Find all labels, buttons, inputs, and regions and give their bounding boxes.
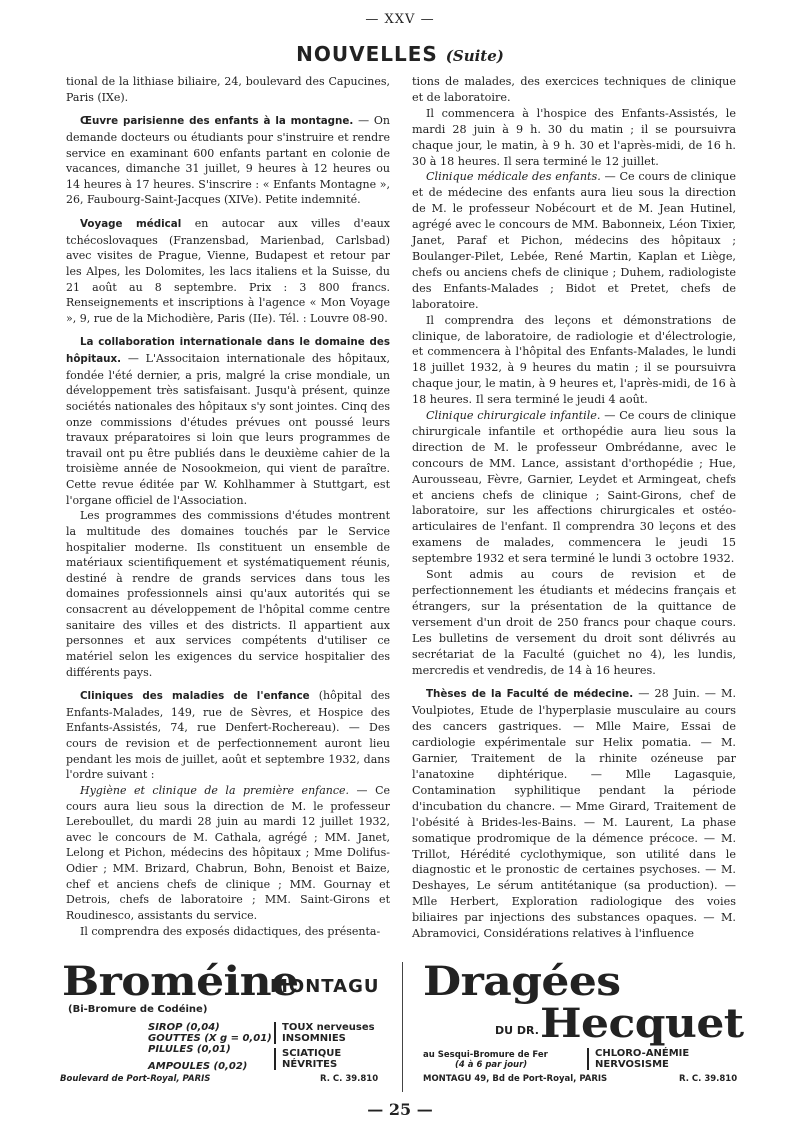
news-item <box>66 216 390 326</box>
page-number: — 25 — <box>367 1100 433 1119</box>
ad-form-sirop: SIROP (0,04) <box>148 1022 220 1033</box>
ad-dragees-address: MONTAGU 49, Bd de Port-Royal, PARIS <box>423 1074 608 1084</box>
body-text: (hôpital des Enfants-Malades, 149, rue de Sèvres, et Hospice des Enfants-Assistés, 74, rue Denfert-Rochereau). — Des cours de revision et de perfectionnement auront lieu pendant les mois de juillet, août et septembre 1932, dans l'ordre suivant : <box>66 689 390 782</box>
news-item-heading: Thèses de la Faculté de médecine. <box>426 688 634 701</box>
ad-ind-nevrites: NÉVRITES <box>282 1059 338 1070</box>
body-text: — 28 Juin. — M. Voulpiotes, Etude de l'hyperplasie musculaire au cours des cancers gastriques. — Mlle Maire, Essai de cardiologie expérimentale sur Helix pomatia. — M. Garnier, Traitement de la rhinite ozéneuse par l'anatoxine diphtérique. — Mlle Lagasquie, Contamination syphilitique pendant la période d'incubation du chancre. — Mme Girard, Traitement de l'obésité à Brides-les-Bains. — M. Laurent, La phase somatique prodromique de la démence précoce. — M. Trillot, Hérédité cyclothymique, son utilité dans le diagnostic et le pronostic de certaines psychoses. — M. Deshayes, Le sérum antitétanique (sa production). — Mlle Herbert, Exploration radiologique des voies biliaires par injections des substances opaques. — M. Abramovici, Considérations relatives à l'influence <box>412 687 736 941</box>
body-text: Il comprendra des leçons et démonstrations de clinique, de laboratoire, de radiologie et d'électrologie, et commencera à l'hôpital des Enfants-Malades, le lundi 18 juillet 1932, à 9 heures du matin ; il se poursuivra chaque jour, le matin, à 9 heures et, l'après-midi, de 16 à 18 heures. Il sera terminé le jeudi 4 août. <box>412 313 736 407</box>
ad-bromeine-ind1 <box>274 1022 375 1044</box>
ad-bromeine-ref: R. C. 39.810 <box>320 1074 379 1084</box>
course-title: Clinique médicale des enfants. <box>426 170 601 184</box>
paragraph <box>412 313 736 408</box>
ad-dragees-ref: R. C. 39.810 <box>679 1074 738 1084</box>
ad-bromeine-brand: Broméine <box>62 958 299 1005</box>
news-item-heading: Œuvre parisienne des enfants à la montagne. <box>80 115 354 128</box>
right-column <box>412 74 736 942</box>
ad-bromeine-forms <box>148 1022 272 1072</box>
news-item-heading: Voyage médical <box>80 218 182 230</box>
ad-ind-toux: TOUX nerveuses <box>282 1022 375 1033</box>
ad-ind-nervosisme: NERVOSISME <box>595 1059 669 1070</box>
advertisement-band <box>60 958 750 1092</box>
page-folio-roman: — XXV — <box>365 12 435 27</box>
paragraph <box>66 783 390 924</box>
course-title: Hygiène et clinique de la première enfance. <box>80 783 350 797</box>
paragraph <box>412 74 736 106</box>
body-text: — Ce cours aura lieu sous la direction de M. le professeur Lereboullet, du mardi 28 juin au mardi 12 juillet 1932, avec le concours de M. Cathala, agrégé ; MM. Janet, Lelong et Pichon, médecins des hôpitaux ; Mme Dolifus-Odier ; MM. Brizard, Chabrun, Bohn, Benoist et Baize, chef et anciens chefs de clinique ; MM. Gournay et Detrois, chefs de laboratoire ; MM. Saint-Girons et Roudinesco, assistants du service. <box>66 783 390 922</box>
news-item <box>66 113 390 208</box>
paragraph <box>412 567 736 678</box>
paragraph <box>412 169 736 312</box>
ad-dragees-hecquet <box>415 958 750 1092</box>
ad-dragees-brand: Dragées <box>423 958 621 1005</box>
section-title-suite: (Suite) <box>445 47 504 65</box>
ad-divider <box>402 962 403 1092</box>
ad-form-pilules: PILULES (0,01) <box>148 1044 231 1055</box>
body-text: tions de malades, des exercices techniques de clinique et de laboratoire. <box>412 75 736 104</box>
body-text: — Ce cours de clinique chirurgicale infantile et orthopédie aura lieu sous la direction de M. le professeur Ombrédanne, avec le concours de MM. Lance, assistant d'orthopédie ; Hue, Aurousseau, Fèvre, Garnier, Leydet et Armingeat, chefs et anciens chefs de clinique ; Saint-Girons, chef de laboratoire, sur les affections chirurgicales et ostéo-articulaires de l'enfant. Il comprendra 30 leçons et des examens de malades, commencera le jeudi 15 septembre 1932 et sera terminé le lundi 3 octobre 1932. <box>412 409 736 566</box>
ad-ind-sciatique: SCIATIQUE <box>282 1048 342 1059</box>
paragraph <box>66 924 390 940</box>
ad-dragees-brand2: Hecquet <box>540 1000 744 1047</box>
left-column <box>66 74 390 939</box>
news-item <box>66 334 390 508</box>
body-text: en autocar aux villes d'eaux tchécoslovaques (Franzensbad, Marienbad, Carlsbad) avec visites de Prague, Vienne, Budapest et retour par les Alpes, les Dolomites, les lacs italiens et la Suisse, du 21 août au 8 septembre. Prix : 3 800 francs. Renseignements et inscriptions à l'agence « Mon Voyage », 9, rue de la Michodière, Paris (IIe). Tél. : Louvre 08-90. <box>66 217 390 325</box>
ad-form-ampoules: AMPOULES (0,02) <box>148 1061 248 1072</box>
ad-bromeine <box>60 958 390 1092</box>
news-item-heading: Cliniques des maladies de l'enfance <box>80 690 310 703</box>
ad-bromeine-subtitle: (Bi-Bromure de Codéine) <box>68 1004 208 1015</box>
ad-dragees-du: DU DR. <box>495 1024 539 1037</box>
body-text: — L'Associtaion internationale des hôpitaux, fondée l'été dernier, a pris, malgré la crise mondiale, un développement très satisfaisant. Jusqu'à présent, quinze sociétés nationales des hôpitaux s'y sont jointes. Cinq des onze commissions d'études prévues ont poussé leurs travaux préparatoires si loin que leurs programmes de travail ont pu être publiés dans le deuxième cahier de la troisième année de Nosookmeion, qui vient de paraître. Cette revue éditée par W. Kohlhammer à Stuttgart, est l'organe officiel de l'Association. <box>66 352 390 507</box>
news-item <box>412 686 736 942</box>
ad-bromeine-ind2 <box>274 1048 341 1070</box>
body-text: Les programmes des commissions d'études montrent la multitude des domaines touchés par le Service hospitalier moderne. Ils constituent un ensemble de matériaux scientifiquement et systématiquement réunis, destiné à rendre de grands services dans tous les domaines professionnels ainsi qu'aux autorités qui se consacrent au développement de l'hôpital comme centre sanitaire des villes et des districts. Il appartient aux personnes et aux services compétents d'utiliser ce matériel selon les exigences du service hospitalier des différents pays. <box>66 509 390 679</box>
ad-dragees-dose: (4 à 6 par jour) <box>455 1060 528 1070</box>
body-text: Il commencera à l'hospice des Enfants-Assistés, le mardi 28 juin à 9 h. 30 du matin ; il se poursuivra chaque jour, le matin, à 9 h. 30 et l'après-midi, de 16 h. 30 à 18 heures. Il sera terminé le 12 juillet. <box>412 106 736 168</box>
news-item <box>66 688 390 783</box>
body-text: Sont admis au cours de revision et de perfectionnement les étudiants et médecins français et étrangers, sur la présentation de la quittance de versement d'un droit de 250 francs pour chaque cours. Les bulletins de versement du droit sont délivrés au secrétariat de la Faculté (guichet no 4), les lundis, mercredis et vendredis, de 14 à 16 heures. <box>412 568 736 677</box>
paragraph <box>412 408 736 567</box>
ad-dragees-line1: au Sesqui-Bromure de Fer <box>423 1050 548 1060</box>
paragraph <box>66 74 390 105</box>
ad-dragees-ind <box>587 1048 689 1070</box>
body-text: — On demande docteurs ou étudiants pour s'instruire et rendre service en examinant 600 enfants partant en colonie de vacances, dimanche 31 juillet, 9 heures à 12 heures ou 14 heures à 17 heures. S'inscrire : « Enfants Montagne », 26, Faubourg-Saint-Jacques (XIVe). Petite indemnité. <box>66 114 390 207</box>
body-text: — Ce cours de clinique et de médecine des enfants aura lieu sous la direction de M. le professeur Nobécourt et de M. Jean Hutinel, agrégé avec le concours de MM. Babonneix, Léon Tixier, Janet, Paraf et Pichon, médecins des hôpitaux ; Boulanger-Pilet, Lebée, René Martin, Kaplan et Liège, chefs ou anciens chefs de clinique ; Duhem, radiologiste des Enfants-Malades ; Bidot et Pretet, chefs de laboratoire. <box>412 170 737 311</box>
course-title: Clinique chirurgicale infantile. <box>426 409 601 423</box>
body-text: tional de la lithiase biliaire, 24, boulevard des Capucines, Paris (IXe). <box>66 75 390 104</box>
ad-ind-chloro: CHLORO-ANÉMIE <box>595 1048 690 1059</box>
ad-bromeine-address: Boulevard de Port-Royal, PARIS <box>60 1074 211 1084</box>
ad-bromeine-maker: MONTAGU <box>270 976 380 997</box>
section-headline <box>0 42 800 66</box>
section-title: NOUVELLES <box>296 42 438 66</box>
body-text: Il comprendra des exposés didactiques, des présenta- <box>80 924 381 938</box>
paragraph <box>66 508 390 680</box>
ad-form-gouttes: GOUTTES (X g = 0,01) <box>148 1033 272 1044</box>
news-item-heading: La collaboration internationale dans le domaine des hôpitaux. <box>66 336 390 365</box>
paragraph <box>412 106 736 170</box>
ad-ind-insomnies: INSOMNIES <box>282 1033 346 1044</box>
